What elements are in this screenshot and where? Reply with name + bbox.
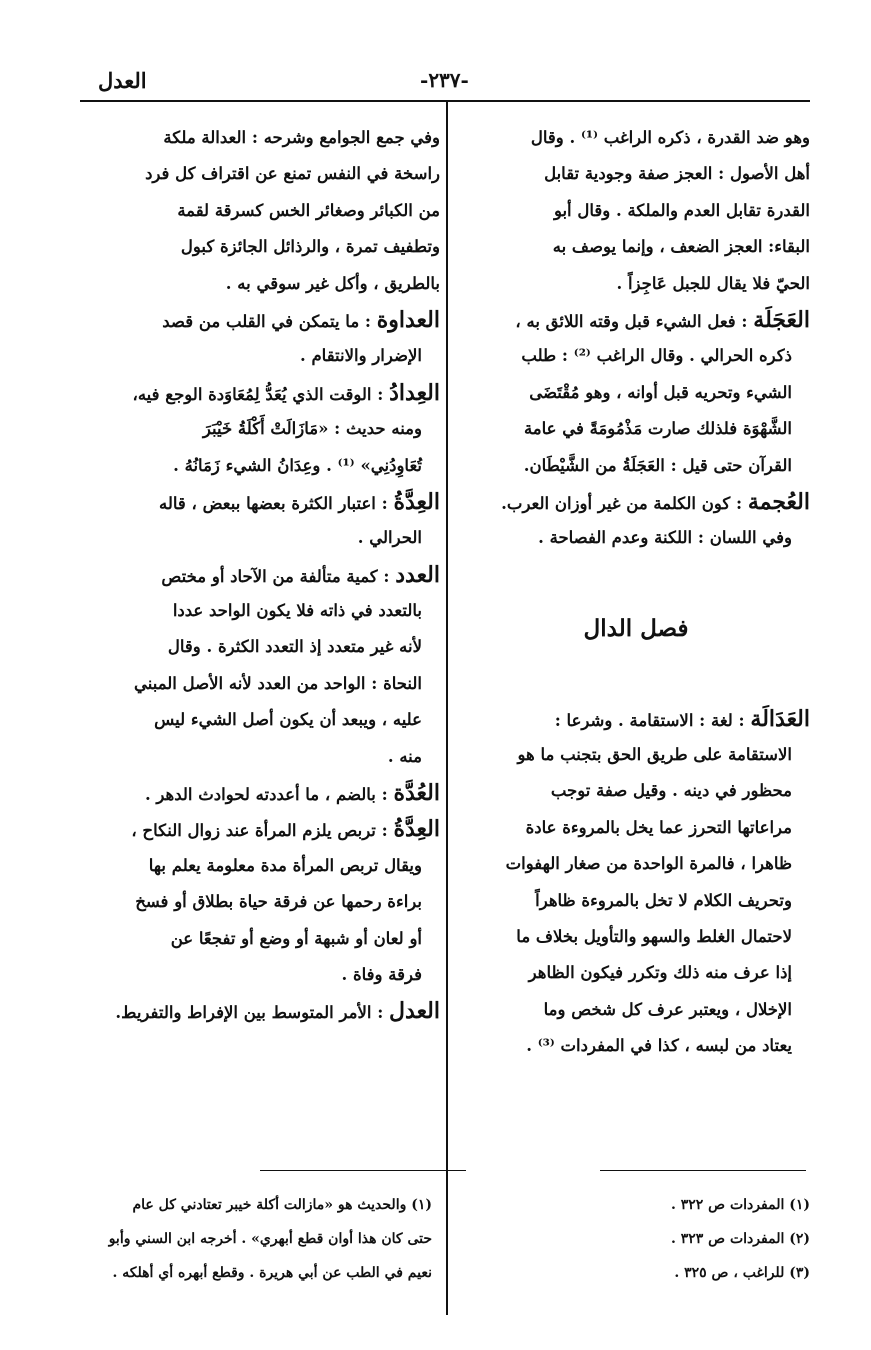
text-line: ويقال تربص المرأة مدة معلومة يعلم بها — [148, 855, 422, 875]
text-line: الحيّ فلا يقال للجبل عَاجِزاً . — [616, 273, 810, 293]
entry-adawa — [92, 302, 440, 338]
entry-ajala — [462, 302, 810, 338]
text-line: ذكره الحرالي . وقال الراغب ⁽²⁾ : طلب — [521, 346, 792, 366]
entry-definition: : كمية متألفة من الآحاد أو مختص — [161, 566, 390, 586]
text-line: الإضرار والانتقام . — [299, 346, 422, 366]
footnotes-left — [92, 1188, 432, 1290]
section-title: فصل الدال — [583, 614, 689, 642]
footnotes-right — [600, 1188, 810, 1290]
text-line: فرقة وفاة . — [341, 964, 422, 984]
entry-adl — [92, 993, 440, 1029]
entry-adad — [92, 557, 440, 593]
page-header — [80, 62, 810, 98]
text-line: ومنه حديث : «مَازَالَتْ أَكْلَةُ خَيْبَرَ — [202, 419, 422, 439]
entry-definition: : اعتبار الكثرة بعضها ببعض ، قاله — [158, 493, 388, 513]
text-line: البقاء: العجز الضعف ، وإنما يوصف به — [552, 237, 810, 257]
text-line: عليه ، ويبعد أن يكون أصل الشيء ليس — [154, 710, 422, 730]
text-line: من الكبائر وصغائر الخس كسرقة لقمة — [177, 200, 440, 220]
text-line: الحرالي . — [357, 528, 422, 548]
entry-definition: : فعل الشيء قبل وقته اللائق به ، — [515, 311, 748, 331]
footnote: (١) والحديث هو «مازالت أكلة خيبر تعتادني كل عام — [132, 1197, 432, 1213]
entry-ujma — [462, 484, 810, 520]
text-line: وتطفيف تمرة ، والرذائل الجائزة كبول — [180, 237, 440, 257]
text-line: راسخة في النفس تمنع عن اقتراف كل فرد — [145, 164, 440, 184]
text-line: وفي جمع الجوامع وشرحه : العدالة ملكة — [163, 128, 440, 147]
text-line: وتحريف الكلام لا تخل بالمروءة ظاهراً — [535, 890, 792, 910]
footnote: (٣) للراغب ، ص ٣٢٥ . — [674, 1265, 810, 1281]
column-divider — [446, 100, 448, 1315]
entry-term: العِدَّةُ — [393, 488, 440, 515]
entry-definition: : الأمر المتوسط بين الإفراط والتفريط. — [115, 1003, 384, 1023]
entry-definition: : تربص يلزم المرأة عند زوال النكاح ، — [131, 821, 388, 841]
text-line: بالتعدد في ذاته فلا يكون الواحد عددا — [172, 601, 422, 621]
text-line: لاحتمال الغلط والسهو والتأويل بخلاف ما — [516, 927, 792, 947]
entry-term: العداوة — [376, 306, 440, 333]
left-column — [92, 120, 440, 1030]
footnote-rule-left — [260, 1170, 466, 1171]
entry-definition: : كون الكلمة من غير أوزان العرب. — [501, 493, 743, 513]
entry-idad — [92, 375, 440, 411]
text-line: بالطريق ، وأكل غير سوقي به . — [225, 273, 440, 293]
text-line: الاستقامة على طريق الحق بتجنب ما هو — [517, 745, 792, 765]
entry-term: العدل — [389, 998, 440, 1025]
header-keyword: العدل — [98, 68, 147, 93]
footnote-rule-right — [600, 1170, 806, 1171]
text-line: القدرة تقابل العدم والملكة . وقال أبو — [553, 200, 810, 220]
entry-term: العَدَالَة — [750, 705, 810, 732]
entry-term: العُدَّة — [393, 780, 440, 807]
entry-term: العَجَلَة — [753, 306, 810, 333]
entry-term: العِدَّةُ — [393, 816, 440, 843]
text-line: مراعاتها التحرز عما يخل بالمروءة عادة — [525, 817, 792, 837]
text-line: محظور في دينه . وقيل صفة توجب — [550, 781, 792, 801]
entry-term: العدد — [395, 561, 440, 588]
entry-definition: : ما يتمكن في القلب من قصد — [162, 311, 371, 331]
footnote: حتى كان هذا أوان قطع أبهري» . أخرجه ابن السني وأبو — [108, 1231, 432, 1247]
text-line: النحاة : الواحد من العدد لأنه الأصل المبني — [134, 673, 422, 693]
entry-term: العُجمة — [747, 488, 810, 515]
entry-udda — [92, 775, 440, 811]
entry-definition: : الوقت الذي يُعَدُّ لِمُعَاوَدة الوجع فيه، — [132, 384, 384, 404]
text-line: براءة رحمها عن فرقة حياة بطلاق أو فسخ — [135, 892, 422, 912]
text-line: تُعَاوِدُنِي» ⁽¹⁾ . وعِدَانُ الشيء زَمَانُهُ . — [173, 455, 422, 475]
text-line: يعتاد من لبسه ، كذا في المفردات ⁽³⁾ . — [526, 1036, 792, 1056]
text-line: وهو ضد القدرة ، ذكره الراغب ⁽¹⁾ . وقال — [530, 128, 810, 147]
text-line: الشيء وتحريه قبل أوانه ، وهو مُقْتَضَى — [529, 382, 792, 402]
text-line: منه . — [387, 746, 422, 766]
text-line: الشَّهْوَة فلذلك صارت مَذْمُومَةً في عامة — [523, 419, 792, 439]
right-column — [462, 120, 810, 1065]
text-line: إذا عرف منه ذلك وتكرر فيكون الظاهر — [528, 963, 792, 983]
entry-term: العِدادُ — [389, 379, 440, 406]
text-line: وفي اللسان : اللكنة وعدم الفصاحة . — [538, 528, 792, 548]
footnote: (١) المفردات ص ٣٢٢ . — [671, 1197, 810, 1213]
text-line: القرآن حتى قيل : العَجَلَةُ من الشَّيْطَان. — [523, 455, 792, 475]
text-line: ظاهرا ، فالمرة الواحدة من صغار الهفوات — [505, 854, 792, 874]
page-number: -٢٣٧- — [420, 68, 469, 92]
entry-definition: : بالضم ، ما أعددته لحوادث الدهر . — [144, 785, 388, 805]
entry-idda-2 — [92, 811, 440, 847]
entry-adala — [462, 701, 810, 737]
entry-idda — [92, 484, 440, 520]
footnote: نعيم في الطب عن أبي هريرة . وقطع أبهره أي أهلكه . — [112, 1265, 432, 1281]
header-rule — [80, 100, 810, 102]
text-line: لأنه غير متعدد إذ التعدد الكثرة . وقال — [167, 637, 422, 657]
text-line: أو لعان أو شبهة أو وضع أو تفجعًا عن — [170, 928, 422, 948]
footnote: (٢) المفردات ص ٣٢٣ . — [671, 1231, 810, 1247]
entry-definition: : لغة : الاستقامة . وشرعا : — [554, 710, 745, 730]
text-line: الإخلال ، ويعتبر عرف كل شخص وما — [543, 999, 792, 1019]
text-line: أهل الأصول : العجز صفة وجودية تقابل — [544, 164, 810, 184]
